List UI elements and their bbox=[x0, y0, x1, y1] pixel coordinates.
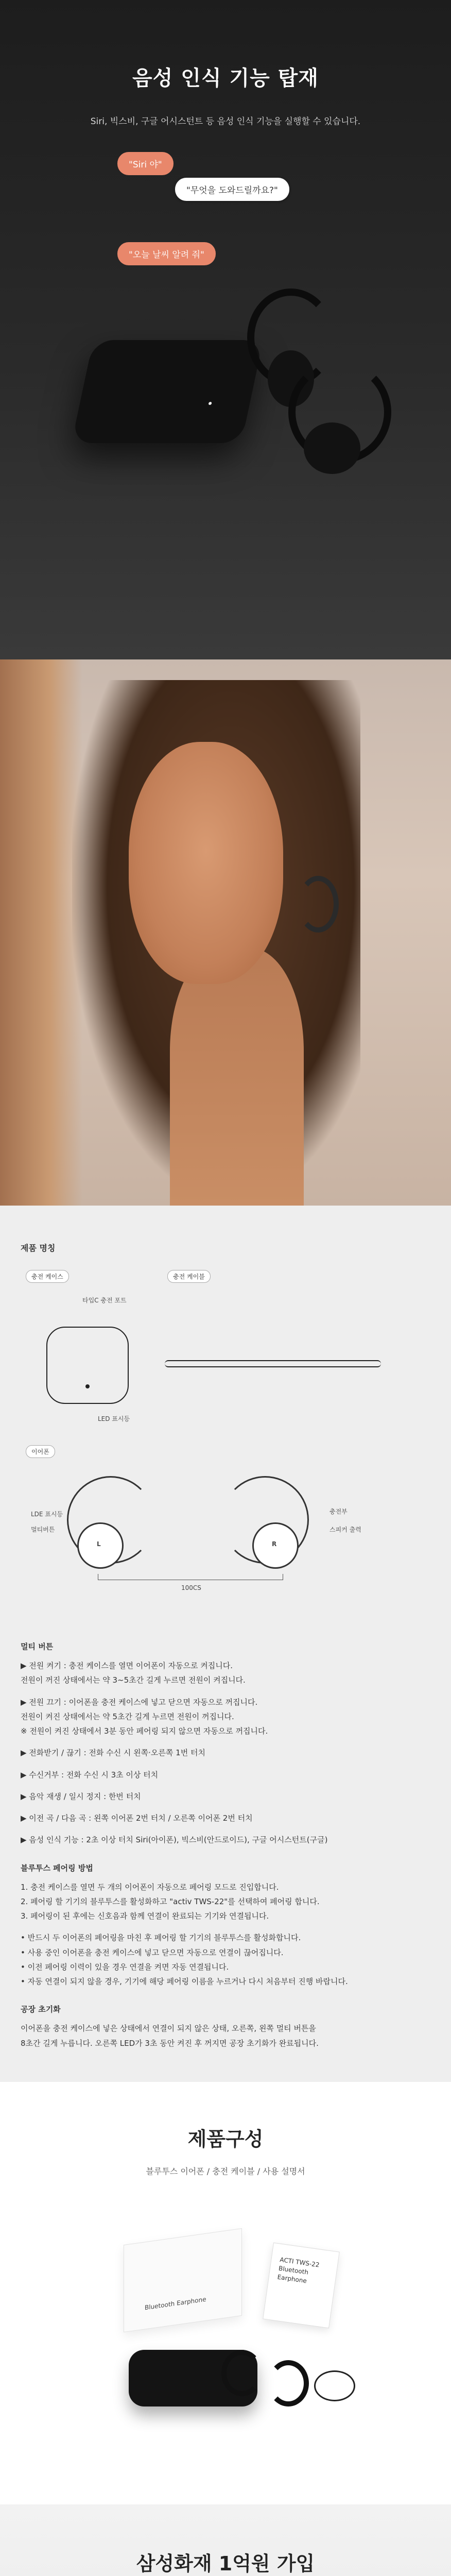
instruction-line: 이어폰을 충전 케이스에 넣은 상태에서 연결이 되지 않은 상태, 오른쪽, 왼쪽 멀티 버튼을 bbox=[21, 2024, 316, 2033]
model-face bbox=[129, 742, 283, 984]
product-names-title: 제품 명칭 bbox=[21, 1243, 56, 1253]
components-section bbox=[0, 2082, 451, 2504]
instruction-line: • 이전 페어링 이력이 있을 경우 연결을 켜면 자동 연결됩니다. bbox=[21, 1962, 229, 1972]
instruction-line: 3. 페어링이 된 후에는 신호음과 함께 연결이 완료되는 기기와 연결됩니다. bbox=[21, 1911, 269, 1921]
voice-title: 음성 인식 기능 탑재 bbox=[132, 66, 319, 90]
label-speaker: 스피커 출력 bbox=[329, 1526, 361, 1533]
component-earbud-left bbox=[221, 2350, 263, 2396]
user-manual-image bbox=[263, 2242, 340, 2328]
instruction-line: ▶ 전원 끄기 : 이어폰을 충전 케이스에 넣고 닫으면 자동으로 꺼집니다. bbox=[21, 1697, 258, 1707]
instruction-line: ▶ 음악 재생 / 일시 정지 : 한번 터치 bbox=[21, 1791, 141, 1801]
speech-bubble-reply: "무엇을 도와드릴까요?" bbox=[175, 178, 289, 201]
case-diagram bbox=[46, 1327, 129, 1404]
instruction-line: ※ 전원이 켜진 상태에서 3분 동안 페어링 되지 않으면 자동으로 꺼집니다. bbox=[21, 1726, 268, 1736]
voice-subtitle: Siri, 빅스비, 구글 어시스턴트 등 음성 인식 기능을 실행할 수 있습니다. bbox=[90, 116, 361, 127]
instruction-line: 1. 충전 케이스를 열면 두 개의 이어폰이 자동으로 페어링 모드로 진입합니다. bbox=[21, 1882, 279, 1892]
label-left: L bbox=[97, 1540, 101, 1548]
multi-button-title: 멀티 버튼 bbox=[21, 1642, 54, 1651]
label-earbuds: 이어폰 bbox=[26, 1445, 55, 1458]
instruction-line: ▶ 음성 인식 기능 : 2초 이상 터치 Siri(아이폰), 빅스비(안드로이드), 구글 어시스턴트(구글) bbox=[21, 1835, 328, 1845]
pairing-instructions bbox=[21, 1880, 430, 1989]
manual-section bbox=[0, 1206, 451, 2082]
instruction-line: 전원이 켜진 상태에서는 약 5초간 길게 누르면 전원이 꺼집니다. bbox=[21, 1711, 234, 1721]
insurance-title-line1: 삼성화재 1억원 가입 bbox=[136, 2552, 315, 2575]
pairing-block bbox=[21, 1862, 430, 1989]
portrait-background bbox=[0, 659, 82, 1206]
speech-bubble-siri: "Siri 야" bbox=[117, 152, 174, 175]
line-gap bbox=[21, 1804, 430, 1811]
label-width: 100CS bbox=[181, 1584, 201, 1591]
insurance-title bbox=[0, 2504, 451, 2576]
reset-block bbox=[21, 2004, 430, 2050]
reset-title: 공장 초기화 bbox=[21, 2005, 61, 2014]
instruction-line: ▶ 전화받기 / 끊기 : 전화 수신 시 왼쪽·오른쪽 1번 터치 bbox=[21, 1748, 205, 1758]
instruction-line: • 자동 연결이 되지 않을 경우, 기기에 해당 페어링 이름을 누르거나 다시 처음부터 진행 바랍니다. bbox=[21, 1977, 348, 1986]
label-right: R bbox=[272, 1540, 277, 1548]
line-gap bbox=[21, 1924, 430, 1931]
line-gap bbox=[21, 1783, 430, 1790]
earbud-right-image bbox=[304, 422, 360, 474]
width-bracket bbox=[98, 1574, 283, 1580]
case-led-indicator bbox=[208, 402, 212, 405]
instruction-line: ▶ 전원 켜기 : 충전 케이스를 열면 이어폰이 자동으로 켜집니다. bbox=[21, 1661, 233, 1670]
line-gap bbox=[21, 1688, 430, 1696]
charging-case-image bbox=[72, 340, 264, 443]
instruction-line: ▶ 이전 곡 / 다음 곡 : 왼쪽 이어폰 2번 터치 / 오른쪽 이어폰 2번 터치 bbox=[21, 1814, 253, 1823]
multi-button-block bbox=[21, 1641, 430, 1847]
label-multi-button: 멀티버튼 bbox=[31, 1526, 55, 1533]
reset-instructions bbox=[21, 2022, 430, 2050]
manual-label: ACTI TWS-22 Bluetooth Earphone bbox=[276, 2256, 320, 2284]
product-diagram bbox=[21, 1265, 430, 1625]
instruction-line: 2. 페어링 할 기기의 블루투스를 활성화하고 "activ TWS-22"를 선택하여 페어링 합니다. bbox=[21, 1896, 320, 1906]
insurance-section bbox=[0, 2504, 451, 2576]
case-led-dot bbox=[85, 1384, 90, 1388]
voice-feature-section bbox=[0, 0, 451, 659]
label-charge-terminal: 충전부 bbox=[329, 1508, 348, 1515]
box-label: Bluetooth Earphone bbox=[145, 2295, 206, 2312]
label-led-display: LDE 표시등 bbox=[31, 1511, 63, 1518]
label-charging-case: 충전 케이스 bbox=[26, 1270, 69, 1283]
cable-diagram bbox=[165, 1360, 381, 1367]
components-subtitle: 블루투스 이어폰 / 충전 케이블 / 사용 설명서 bbox=[146, 2166, 305, 2176]
label-led: LED 표시등 bbox=[98, 1415, 130, 1422]
product-box-image bbox=[124, 2228, 242, 2332]
multi-button-instructions bbox=[21, 1659, 430, 1847]
line-gap bbox=[21, 1826, 430, 1833]
line-gap bbox=[21, 1761, 430, 1768]
instruction-line: • 사용 중인 이어폰을 충전 케이스에 넣고 닫으면 자동으로 연결이 끊어집니다. bbox=[21, 1947, 284, 1957]
pairing-title: 블루투스 페어링 방법 bbox=[21, 1863, 93, 1873]
label-type-c-port: 타입C 충전 포트 bbox=[82, 1297, 127, 1304]
instruction-line: 8초간 길게 누릅니다. 오른쪽 LED가 3초 동안 켜진 후 꺼지면 공장 초기화가 완료됩니다. bbox=[21, 2038, 319, 2048]
model-neck bbox=[170, 948, 304, 1206]
worn-earbud-image bbox=[298, 876, 339, 933]
instruction-line: 전원이 꺼진 상태에서는 약 3~5초간 길게 누르면 전원이 켜집니다. bbox=[21, 1675, 246, 1685]
line-gap bbox=[21, 1739, 430, 1746]
speech-bubble-weather: "오늘 날씨 알려 줘" bbox=[117, 242, 216, 265]
instruction-line: • 반드시 두 이어폰의 페어링을 마친 후 페어링 할 기기의 블루투스를 활성화합니다. bbox=[21, 1933, 301, 1943]
label-cable: 충전 케이블 bbox=[167, 1270, 211, 1283]
component-cable-image bbox=[314, 2370, 355, 2401]
model-portrait-section bbox=[0, 659, 451, 1206]
components-title: 제품구성 bbox=[187, 2127, 264, 2150]
component-earbud-right bbox=[268, 2360, 309, 2406]
instruction-line: ▶ 수신거부 : 전화 수신 시 3초 이상 터치 bbox=[21, 1770, 159, 1780]
